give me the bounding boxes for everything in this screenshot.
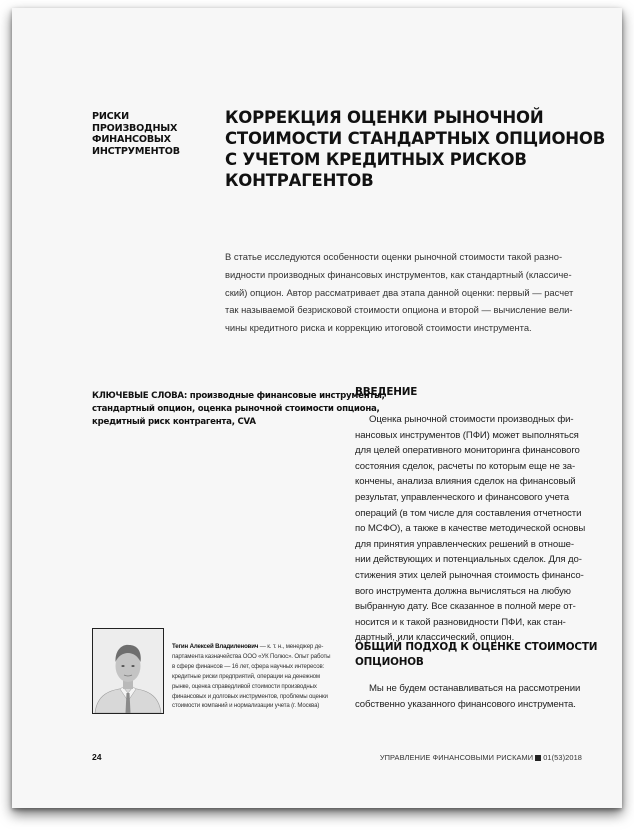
author-bio-line: стоимости компаний и нормализации учета (г. Москва) [172,702,320,710]
running-footer [380,753,582,762]
author-bio-line: партамента казначейства ООО «УК Полюс». Опыт работы [172,652,331,660]
author-bio [172,642,344,711]
intro-heading [355,385,605,400]
abstract [225,248,600,337]
abstract-line: видности производных финансовых инструментов, как стандартный (классиче- [225,268,572,280]
journal-name: УПРАВЛЕНИЕ ФИНАНСОВЫМИ РИСКАМИ [379,753,534,762]
approach-line: Мы не будем останавливаться на рассмотрении [369,683,581,694]
intro-line: кончены, анализа влияния сделок на финансовый [355,476,576,488]
author-bio-line [172,642,344,652]
author-name: Тегин Алексей Владиленович [172,643,259,650]
section-label-line: РИСКИ ПРОИЗВОДНЫХ [92,111,178,134]
intro-line: для целей оперативного мониторинга финансового [355,445,580,457]
square-bullet-icon [535,755,541,761]
abstract-line: чины кредитного риска и коррекцию итоговой стоимости инструмента. [225,322,532,334]
intro-line: по МСФО), а также в качестве методической основы [355,523,586,535]
approach-text [355,681,605,712]
intro-line: вого инструмента должна вычисляться на любую [355,585,571,597]
intro-line: носится и к такой разновидности ПФИ, как стан- [355,616,566,628]
approach-heading [355,640,605,669]
intro-line: операций (в том числе для составления отчетности [355,507,582,519]
keywords [92,390,385,429]
section-label-line: ФИНАНСОВЫХ [92,134,171,145]
approach-line: собственно указанного финансового инструмента. [355,698,576,710]
author-bio-line: кредитные риски предприятий, операции на денежном [172,672,320,680]
author-bio-first: — к. т. н., менеджер де- [258,643,324,650]
author-bio-line: в сфере финансов — 16 лет, сфера научных интересов: [172,662,325,670]
author-photo [92,628,164,714]
author-portrait-image [93,629,163,713]
section-label [92,111,212,157]
title-line: КОРРЕКЦИЯ ОЦЕНКИ РЫНОЧНОЙ [225,108,544,127]
keywords-line: кредитный риск контрагента, CVA [92,417,256,427]
intro-line: Оценка рыночной стоимости производных фи- [369,414,574,425]
keywords-line: КЛЮЧЕВЫЕ СЛОВА: производные финансовые инструменты, [92,391,385,401]
title-line: СТОИМОСТИ СТАНДАРТНЫХ ОПЦИОНОВ [225,129,606,148]
intro-line: стижения этих целей рыночная стоимость финансо- [355,569,584,581]
intro-line: дартный, или классический, опцион. [355,632,515,644]
intro-line: для принятия управленческих решений в отноше- [355,538,574,550]
article-title [225,107,605,191]
abstract-line: В статье исследуются особенности оценки рыночной стоимости такой разно- [225,251,563,262]
section-label-line: ИНСТРУМЕНТОВ [92,145,180,157]
abstract-line: так называемой безрисковой стоимости опциона и второй — вычисление вели- [225,304,573,316]
intro-line: результат, управленческого и финансового учета [355,491,569,503]
page-number: 24 [92,752,102,762]
journal-page [12,8,622,808]
author-bio-line: финансовых и долговых инструментов, проблемы оценки [172,692,328,700]
abstract-line: ский) опцион. Автор рассматривает два этапа данной оценки: первый — расчет [225,286,574,298]
intro-line: нансовых инструментов (ПФИ) может выполняться [355,429,579,441]
title-line: С УЧЕТОМ КРЕДИТНЫХ РИСКОВ [225,150,527,169]
author-bio-line: рынке, оценка справедливой стоимости производных [172,682,317,690]
intro-line: состояния сделок, расчеты по которым еще не за- [355,460,576,472]
intro-line: нии действующих и потенциальных сделок. Для до- [355,554,582,566]
keywords-line: стандартный опцион, оценка рыночной стоимости опциона, [92,404,380,414]
intro-line: выбранную дату. Все сказанное в полной мере от- [355,601,576,613]
intro-text [355,412,605,646]
intro-heading-text: ВВЕДЕНИЕ [355,386,418,398]
approach-heading-line: ОБЩИЙ ПОДХОД К ОЦЕНКЕ СТОИМОСТИ [355,641,598,653]
approach-heading-line: ОПЦИОНОВ [355,655,424,668]
issue-number: 01(53)2018 [543,753,582,762]
title-line: КОНТРАГЕНТОВ [225,171,374,190]
